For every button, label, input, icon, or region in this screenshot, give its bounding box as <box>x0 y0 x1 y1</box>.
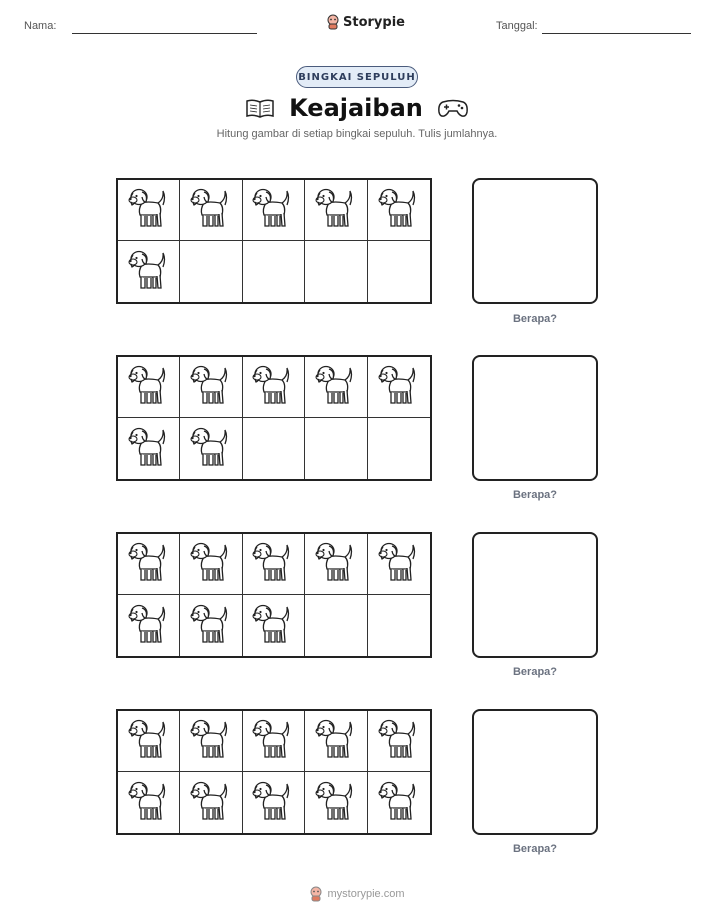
frame-cell <box>243 357 305 418</box>
dog-icon <box>127 778 171 828</box>
dog-icon <box>189 185 233 235</box>
frame-cell <box>180 180 242 241</box>
brand-name: Storypie <box>343 14 405 30</box>
dog-icon <box>127 185 171 235</box>
frame-cell <box>118 595 180 656</box>
dog-icon <box>377 716 421 766</box>
ten-frame-4 <box>116 709 432 835</box>
frame-cell <box>180 241 242 302</box>
frame-cell <box>118 534 180 595</box>
frame-cell <box>118 772 180 833</box>
frame-cell <box>305 534 367 595</box>
frame-cell <box>243 711 305 772</box>
answer-label-4: Berapa? <box>512 843 558 855</box>
frame-cell <box>118 418 180 479</box>
date-line[interactable] <box>542 33 691 34</box>
dog-icon <box>127 539 171 589</box>
frame-cell <box>180 595 242 656</box>
frame-cell <box>368 711 430 772</box>
ten-frame-3 <box>116 532 432 658</box>
frame-cell <box>368 595 430 656</box>
footer <box>0 886 714 902</box>
dog-icon <box>251 716 295 766</box>
frame-cell <box>243 772 305 833</box>
dog-icon <box>127 601 171 651</box>
dog-icon <box>189 716 233 766</box>
dog-icon <box>314 539 358 589</box>
frame-cell <box>180 711 242 772</box>
frame-cell <box>243 595 305 656</box>
frame-cell <box>368 180 430 241</box>
dog-icon <box>127 247 171 297</box>
dog-icon <box>314 185 358 235</box>
frame-cell <box>243 180 305 241</box>
frame-cell <box>180 357 242 418</box>
dog-icon <box>377 185 421 235</box>
frame-cell <box>118 711 180 772</box>
frame-cell <box>180 534 242 595</box>
dog-icon <box>251 185 295 235</box>
frame-cell <box>118 180 180 241</box>
frame-cell <box>305 241 367 302</box>
dog-icon <box>377 362 421 412</box>
frame-cell <box>243 534 305 595</box>
date-label: Tanggal: <box>496 20 538 32</box>
frame-cell <box>305 180 367 241</box>
instructions: Hitung gambar di setiap bingkai sepuluh. Tulis jumlahnya. <box>216 128 498 140</box>
dog-icon <box>189 778 233 828</box>
dog-icon <box>189 424 233 474</box>
frame-cell <box>305 418 367 479</box>
frame-cell <box>368 534 430 595</box>
dog-icon <box>377 778 421 828</box>
answer-box-3[interactable] <box>472 532 598 658</box>
dog-icon <box>251 778 295 828</box>
dog-icon <box>377 539 421 589</box>
dog-icon <box>189 539 233 589</box>
name-label: Nama: <box>24 20 57 32</box>
page-title: Keajaiban <box>289 94 423 122</box>
dog-icon <box>127 424 171 474</box>
dog-icon <box>314 716 358 766</box>
dog-icon <box>251 601 295 651</box>
answer-box-4[interactable] <box>472 709 598 835</box>
frame-cell <box>368 418 430 479</box>
book-icon <box>245 97 275 119</box>
frame-cell <box>243 418 305 479</box>
dog-icon <box>127 362 171 412</box>
ten-frame-1 <box>116 178 432 304</box>
frame-cell <box>305 595 367 656</box>
frame-cell <box>180 772 242 833</box>
answer-label-2: Berapa? <box>512 489 558 501</box>
frame-cell <box>305 772 367 833</box>
frame-cell <box>368 241 430 302</box>
frame-cell <box>180 418 242 479</box>
answer-label-1: Berapa? <box>512 313 558 325</box>
dog-icon <box>251 362 295 412</box>
frame-cell <box>243 241 305 302</box>
brand-logo <box>326 14 405 30</box>
frame-cell <box>368 772 430 833</box>
name-line[interactable] <box>72 33 257 34</box>
frame-cell <box>118 357 180 418</box>
answer-box-1[interactable] <box>472 178 598 304</box>
mascot-icon <box>309 886 323 902</box>
dog-icon <box>314 362 358 412</box>
frame-cell <box>118 241 180 302</box>
dog-icon <box>189 362 233 412</box>
dog-icon <box>314 778 358 828</box>
answer-box-2[interactable] <box>472 355 598 481</box>
topic-badge: BINGKAI SEPULUH <box>296 66 418 88</box>
answer-label-3: Berapa? <box>512 666 558 678</box>
dog-icon <box>127 716 171 766</box>
frame-cell <box>368 357 430 418</box>
gamepad-icon <box>437 97 469 119</box>
dog-icon <box>189 601 233 651</box>
title-row <box>0 92 714 124</box>
mascot-icon <box>326 14 340 30</box>
dog-icon <box>251 539 295 589</box>
ten-frame-2 <box>116 355 432 481</box>
footer-url: mystorypie.com <box>327 888 405 900</box>
frame-cell <box>305 711 367 772</box>
frame-cell <box>305 357 367 418</box>
